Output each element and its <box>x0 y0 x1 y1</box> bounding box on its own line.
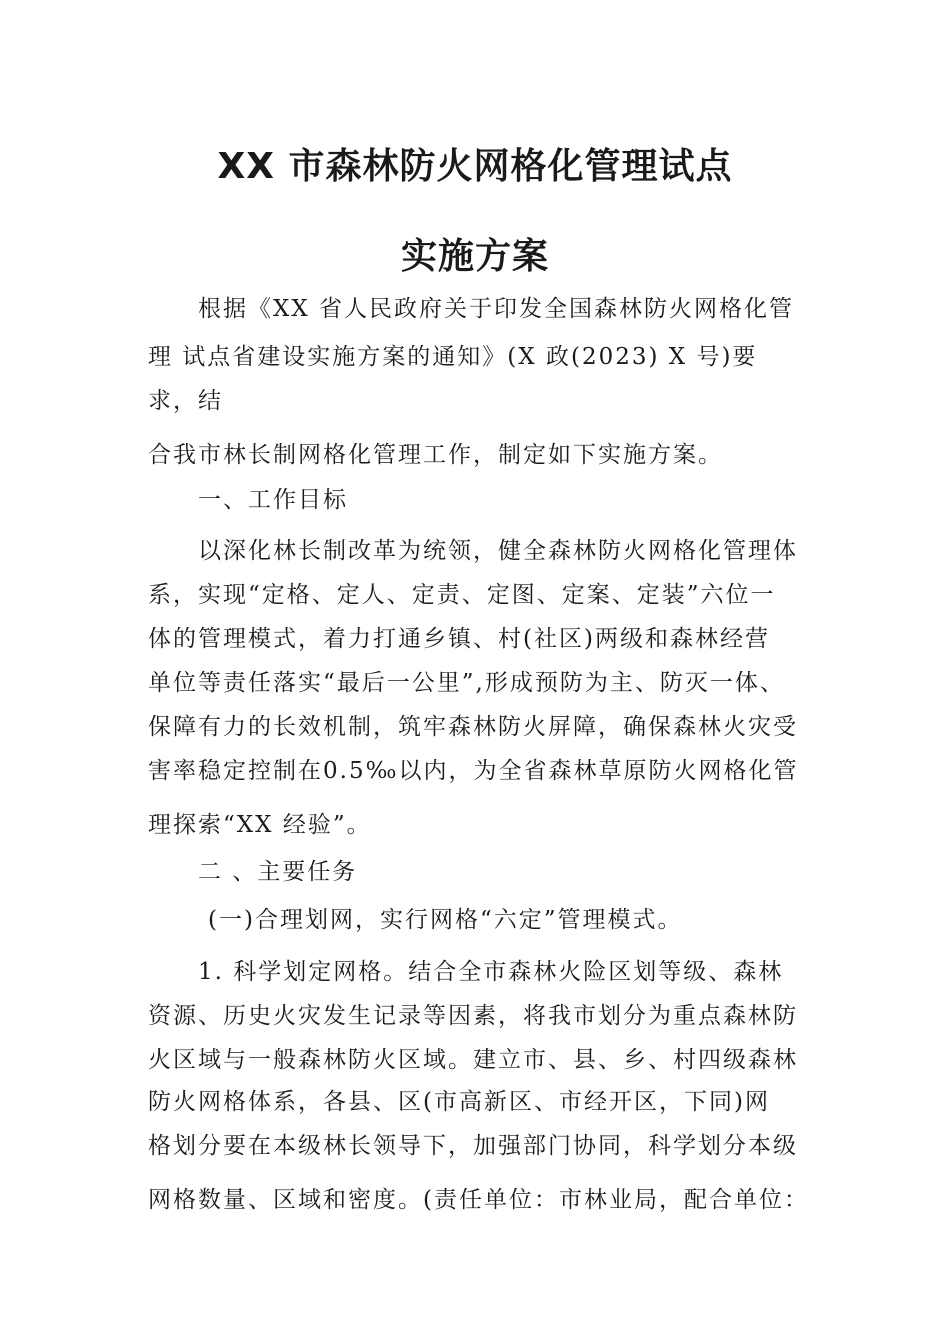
paragraph-line: 根据《XX 省人民政府关于印发全国森林防火网格化管 <box>198 296 795 322</box>
paragraph-line: 以深化林长制改革为统领，健全森林防火网格化管理体 <box>198 538 798 564</box>
document-title-line-1: XX 市森林防火网格化管理试点 <box>217 146 733 187</box>
paragraph-line: 资源、历史火灾发生记录等因素，将我市划分为重点森林防 <box>148 1003 798 1029</box>
paragraph-line: 1. 科学划定网格。结合全市森林火险区划等级、森林 <box>198 959 784 985</box>
paragraph-line: 格划分要在本级林长领导下，加强部门协同，科学划分本级 <box>148 1133 798 1159</box>
paragraph-line: 理 试点省建设实施方案的通知》(X 政(2023) X 号)要 <box>148 344 758 370</box>
section-heading: 二 、主要任务 <box>198 859 358 885</box>
paragraph-line: 求，结 <box>148 388 223 414</box>
paragraph-line: 系，实现“定格、定人、定责、定图、定案、定装”六位一 <box>148 582 776 608</box>
subsection-heading: (一)合理划网，实行网格“六定”管理模式。 <box>208 907 683 933</box>
paragraph-line: 害率稳定控制在0.5‰以内，为全省森林草原防火网格化管 <box>148 758 799 784</box>
document-title-line-2: 实施方案 <box>400 236 549 277</box>
paragraph-line: 防火网格体系，各县、区(市高新区、市经开区，下同)网 <box>148 1089 770 1115</box>
paragraph-line: 保障有力的长效机制，筑牢森林防火屏障，确保森林火灾受 <box>148 714 798 740</box>
paragraph-line: 单位等责任落实“最后一公里”,形成预防为主、防灭一体、 <box>148 670 785 696</box>
paragraph-line: 体的管理模式，着力打通乡镇、村(社区)两级和森林经营 <box>148 626 770 652</box>
section-heading: 一、工作目标 <box>198 487 348 513</box>
paragraph-line: 火区域与一般森林防火区域。建立市、县、乡、村四级森林 <box>148 1047 798 1073</box>
paragraph-line: 理探索“XX 经验”。 <box>148 812 372 838</box>
paragraph-line: 合我市林长制网格化管理工作，制定如下实施方案。 <box>148 442 723 468</box>
paragraph-line: 网格数量、区域和密度。(责任单位：市林业局，配合单位： <box>148 1187 809 1213</box>
